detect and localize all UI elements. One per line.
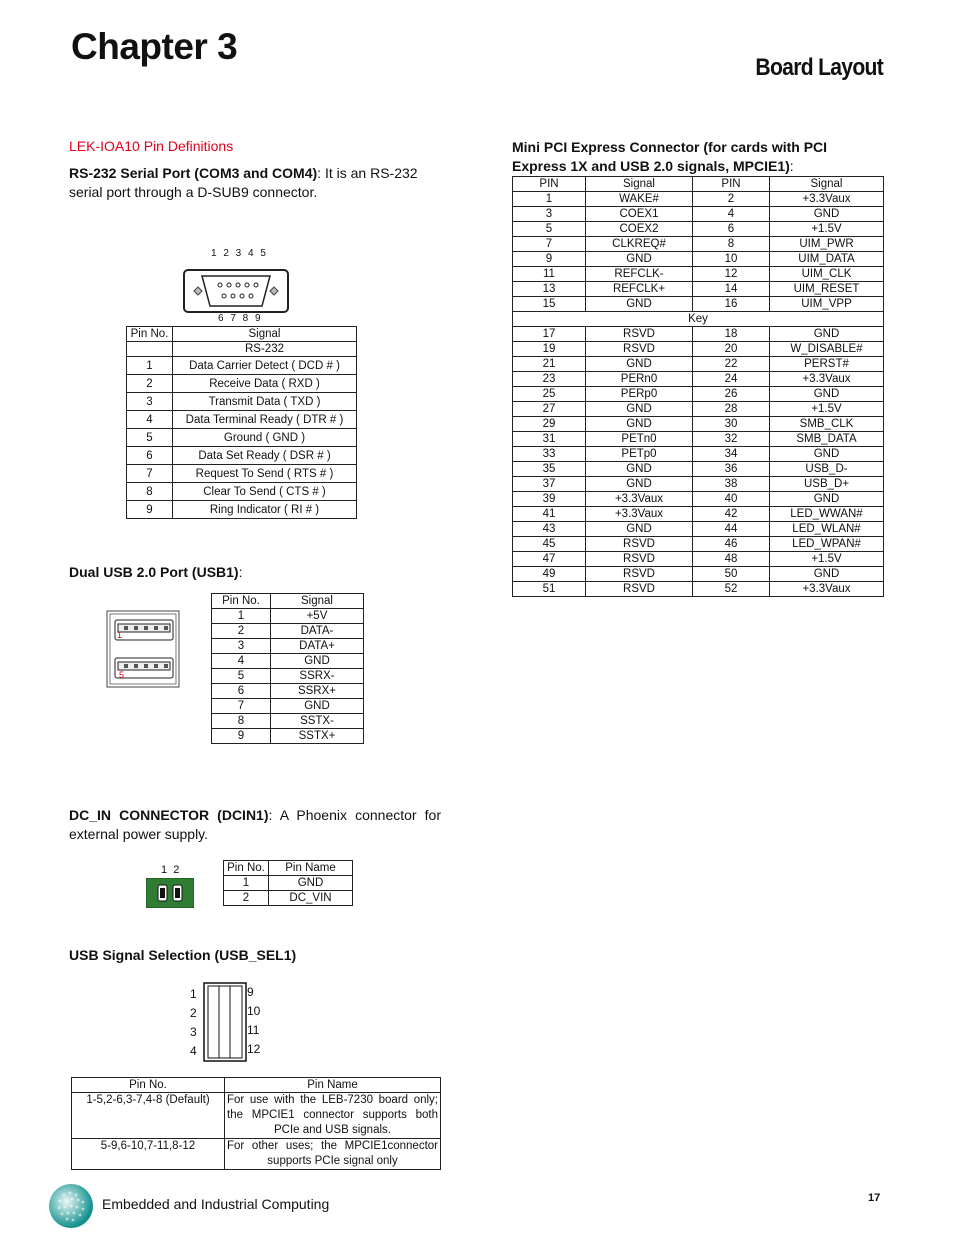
table-cell: 15 (513, 297, 586, 312)
table-cell: For use with the LEB-7230 board only; the MPCIE1 connector supports both PCIe and USB signals. (225, 1093, 441, 1139)
rs232-title: RS-232 Serial Port (COM3 and COM4) (69, 165, 318, 181)
table-cell: LED_WLAN# (770, 522, 884, 537)
table-cell: 47 (513, 552, 586, 567)
table-cell: 3 (127, 393, 173, 411)
jumper-pin-label: 12 (247, 1042, 261, 1056)
section-title: Board Layout (755, 54, 883, 81)
table-cell: GND (586, 522, 693, 537)
table-cell: GND (271, 654, 364, 669)
table-row (513, 582, 884, 597)
phoenix-connector-icon (146, 878, 194, 908)
jumper-pin-label: 2 (190, 1006, 197, 1020)
table-cell: 24 (693, 372, 770, 387)
table-cell: 2 (212, 624, 271, 639)
usb-pin5-label: 5 (119, 670, 125, 680)
table-cell: 42 (693, 507, 770, 522)
table-row (513, 417, 884, 432)
table-cell: PERST# (770, 357, 884, 372)
table-row (127, 465, 357, 483)
table-cell: 9 (127, 501, 173, 519)
table-header: PIN (513, 177, 586, 192)
table-cell: GND (269, 876, 353, 891)
table-header: Signal (586, 177, 693, 192)
rs232-desc: : It is an RS-232 serial port through a D-SUB9 connector. (69, 165, 418, 200)
company-logo-icon (48, 1183, 94, 1229)
table-cell: 7 (212, 699, 271, 714)
table-cell: RSVD (586, 582, 693, 597)
table-cell: GND (271, 699, 364, 714)
db9-pin-labels-top: 1 2 3 4 5 (211, 248, 268, 259)
table-header: Pin Name (269, 861, 353, 876)
table-cell: 19 (513, 342, 586, 357)
table-cell: GND (586, 402, 693, 417)
table-cell: RSVD (586, 327, 693, 342)
table-cell: 1 (212, 609, 271, 624)
table-cell: 9 (513, 252, 586, 267)
table-row (224, 876, 353, 891)
table-row (513, 462, 884, 477)
jumper-pin-label: 4 (190, 1044, 197, 1058)
table-row (513, 522, 884, 537)
dcin-pin-table (223, 860, 353, 906)
table-cell: SMB_CLK (770, 417, 884, 432)
table-cell: GND (770, 387, 884, 402)
table-cell: 36 (693, 462, 770, 477)
db9-pin-labels-bottom: 6 7 8 9 (218, 313, 263, 324)
table-header: Pin Name (225, 1078, 441, 1093)
table-cell: GND (586, 462, 693, 477)
jumper-pin-label: 9 (247, 985, 254, 999)
table-cell: 49 (513, 567, 586, 582)
table-row (513, 327, 884, 342)
table-row (513, 267, 884, 282)
table-cell: LED_WPAN# (770, 537, 884, 552)
table-row (513, 357, 884, 372)
table-cell: 1-5,2-6,3-7,4-8 (Default) (72, 1093, 225, 1139)
dcin-desc: : A Phoenix connector for external power supply. (69, 807, 442, 842)
table-row (127, 447, 357, 465)
table-cell: 3 (513, 207, 586, 222)
table-cell: 1 (513, 192, 586, 207)
dcin-description (69, 806, 441, 844)
table-cell: Request To Send ( RTS # ) (173, 465, 357, 483)
table-cell: Data Set Ready ( DSR # ) (173, 447, 357, 465)
table-row (212, 624, 364, 639)
table-cell: GND (586, 297, 693, 312)
table-row (513, 372, 884, 387)
table-cell: 7 (513, 237, 586, 252)
table-cell: RSVD (586, 342, 693, 357)
table-cell: 16 (693, 297, 770, 312)
table-cell: COEX1 (586, 207, 693, 222)
table-cell: Ground ( GND ) (173, 429, 357, 447)
table-cell: SSRX+ (271, 684, 364, 699)
table-row (513, 507, 884, 522)
table-row (513, 432, 884, 447)
table-header: Signal (271, 594, 364, 609)
table-cell: PERn0 (586, 372, 693, 387)
jumper-pin-label: 10 (247, 1004, 261, 1018)
table-subheader: RS-232 (173, 342, 357, 357)
usbsel-left-labels (190, 985, 197, 1061)
table-cell: DATA+ (271, 639, 364, 654)
table-row (212, 669, 364, 684)
table-cell: UIM_RESET (770, 282, 884, 297)
table-cell: 5 (513, 222, 586, 237)
table-header: PIN (693, 177, 770, 192)
table-cell: 30 (693, 417, 770, 432)
table-row (212, 609, 364, 624)
usbsel-title: USB Signal Selection (USB_SEL1) (69, 947, 297, 963)
table-cell: 38 (693, 477, 770, 492)
table-row (127, 411, 357, 429)
page-number: 17 (868, 1192, 881, 1204)
table-cell: 43 (513, 522, 586, 537)
table-cell: +3.3Vaux (586, 507, 693, 522)
table-cell: 12 (693, 267, 770, 282)
table-cell: GND (770, 327, 884, 342)
table-row (224, 891, 353, 906)
table-cell: 4 (212, 654, 271, 669)
table-cell: USB_D+ (770, 477, 884, 492)
usbsel-right-labels (247, 983, 260, 1059)
table-cell: DATA- (271, 624, 364, 639)
table-row (513, 552, 884, 567)
table-cell: For other uses; the MPCIE1connector supports PCIe signal only (225, 1139, 441, 1170)
table-cell: 37 (513, 477, 586, 492)
table-cell: 8 (127, 483, 173, 501)
table-cell: 4 (127, 411, 173, 429)
table-row (212, 654, 364, 669)
db9-connector-icon (182, 268, 290, 314)
table-cell: 52 (693, 582, 770, 597)
usb-title: Dual USB 2.0 Port (USB1) (69, 564, 239, 580)
table-cell: 10 (693, 252, 770, 267)
table-cell: 20 (693, 342, 770, 357)
table-cell: SSTX- (271, 714, 364, 729)
table-row (513, 402, 884, 417)
table-header: Pin No. (212, 594, 271, 609)
table-row (127, 375, 357, 393)
table-cell: 18 (693, 327, 770, 342)
table-cell: 33 (513, 447, 586, 462)
table-row (513, 312, 884, 327)
table-row (212, 684, 364, 699)
usb-connector-icon (106, 610, 180, 688)
table-cell: 1 (127, 357, 173, 375)
table-row (72, 1139, 441, 1170)
table-cell: 21 (513, 357, 586, 372)
table-cell: +5V (271, 609, 364, 624)
dcin-title: DC_IN CONNECTOR (DCIN1) (69, 807, 269, 823)
usb-pin1-label: 1 (117, 630, 123, 640)
table-cell: RSVD (586, 537, 693, 552)
table-row (513, 282, 884, 297)
table-cell: 31 (513, 432, 586, 447)
table-cell: 40 (693, 492, 770, 507)
table-cell: 34 (693, 447, 770, 462)
table-cell: UIM_CLK (770, 267, 884, 282)
table-row (212, 729, 364, 744)
table-cell: RSVD (586, 567, 693, 582)
table-row (127, 393, 357, 411)
table-row (513, 492, 884, 507)
table-header: Pin No. (72, 1078, 225, 1093)
table-cell: 22 (693, 357, 770, 372)
table-cell: +1.5V (770, 552, 884, 567)
table-cell: 7 (127, 465, 173, 483)
table-cell: LED_WWAN# (770, 507, 884, 522)
table-cell: 5-9,6-10,7-11,8-12 (72, 1139, 225, 1170)
footer-company: Embedded and Industrial Computing (102, 1196, 330, 1212)
table-cell: 6 (127, 447, 173, 465)
table-cell: GND (586, 417, 693, 432)
usbsel-heading (69, 946, 296, 965)
table-cell: GND (770, 447, 884, 462)
table-cell: UIM_VPP (770, 297, 884, 312)
table-cell: 39 (513, 492, 586, 507)
table-row (513, 387, 884, 402)
rs232-description (69, 164, 434, 202)
table-cell: 51 (513, 582, 586, 597)
jumper-pin-label: 3 (190, 1025, 197, 1039)
table-cell: 50 (693, 567, 770, 582)
table-cell: USB_D- (770, 462, 884, 477)
pin-definitions-heading: LEK-IOA10 Pin Definitions (69, 138, 234, 154)
table-cell: 2 (224, 891, 269, 906)
table-cell: GND (586, 252, 693, 267)
rs232-pin-table (126, 326, 357, 519)
table-cell: CLKREQ# (586, 237, 693, 252)
table-cell: GND (586, 477, 693, 492)
table-cell: RSVD (586, 552, 693, 567)
table-cell: 45 (513, 537, 586, 552)
table-cell: 11 (513, 267, 586, 282)
table-cell: UIM_PWR (770, 237, 884, 252)
table-cell: PETn0 (586, 432, 693, 447)
table-cell: 6 (693, 222, 770, 237)
table-cell: 3 (212, 639, 271, 654)
table-cell: 9 (212, 729, 271, 744)
table-cell: Transmit Data ( TXD ) (173, 393, 357, 411)
table-header: Pin No. (127, 327, 173, 342)
table-row (513, 237, 884, 252)
table-cell: GND (770, 492, 884, 507)
table-cell: 41 (513, 507, 586, 522)
table-cell: +3.3Vaux (770, 582, 884, 597)
table-header: Signal (173, 327, 357, 342)
table-cell: DC_VIN (269, 891, 353, 906)
table-cell: PERp0 (586, 387, 693, 402)
table-row (212, 639, 364, 654)
mpcie-title: Mini PCI Express Connector (for cards with PCI Express 1X and USB 2.0 signals, MPCIE1) (512, 139, 828, 174)
dcin-pin-labels: 1 2 (161, 864, 180, 876)
table-row (127, 483, 357, 501)
table-cell: 46 (693, 537, 770, 552)
key-row: Key (513, 312, 884, 327)
table-cell: REFCLK- (586, 267, 693, 282)
table-cell: GND (586, 357, 693, 372)
table-cell: 8 (212, 714, 271, 729)
table-cell: Data Carrier Detect ( DCD # ) (173, 357, 357, 375)
table-row (513, 567, 884, 582)
chapter-title: Chapter 3 (71, 26, 238, 67)
table-row (513, 342, 884, 357)
table-cell: 29 (513, 417, 586, 432)
table-header: Pin No. (224, 861, 269, 876)
table-cell: SSTX+ (271, 729, 364, 744)
table-cell: 1 (224, 876, 269, 891)
table-row (127, 501, 357, 519)
table-cell: 26 (693, 387, 770, 402)
table-row (513, 207, 884, 222)
table-cell: 35 (513, 462, 586, 477)
table-cell: +3.3Vaux (770, 372, 884, 387)
table-row (212, 714, 364, 729)
usb-heading: Dual USB 2.0 Port (USB1): (69, 564, 243, 580)
table-row (127, 357, 357, 375)
table-cell: Ring Indicator ( RI # ) (173, 501, 357, 519)
table-cell: REFCLK+ (586, 282, 693, 297)
table-cell: 48 (693, 552, 770, 567)
table-cell: PETp0 (586, 447, 693, 462)
jumper-header-icon (203, 982, 247, 1062)
table-row (513, 477, 884, 492)
table-cell: +3.3Vaux (770, 192, 884, 207)
table-cell: 23 (513, 372, 586, 387)
mpcie-heading: Mini PCI Express Connector (for cards with PCI Express 1X and USB 2.0 signals, MPCIE1): (512, 139, 828, 174)
table-cell: UIM_DATA (770, 252, 884, 267)
table-cell: +1.5V (770, 402, 884, 417)
table-row (513, 537, 884, 552)
table-cell: 8 (693, 237, 770, 252)
jumper-pin-label: 11 (247, 1023, 260, 1037)
table-cell: 44 (693, 522, 770, 537)
table-cell: 5 (127, 429, 173, 447)
usbsel-pin-table (71, 1077, 441, 1170)
table-cell: Data Terminal Ready ( DTR # ) (173, 411, 357, 429)
table-cell: GND (770, 207, 884, 222)
table-header: Signal (770, 177, 884, 192)
table-row (513, 252, 884, 267)
table-cell: Clear To Send ( CTS # ) (173, 483, 357, 501)
table-cell: 27 (513, 402, 586, 417)
table-cell: 5 (212, 669, 271, 684)
table-row (72, 1093, 441, 1139)
table-row (212, 699, 364, 714)
table-cell: 2 (127, 375, 173, 393)
table-cell: W_DISABLE# (770, 342, 884, 357)
table-row (513, 192, 884, 207)
table-cell: 25 (513, 387, 586, 402)
table-cell: Receive Data ( RXD ) (173, 375, 357, 393)
table-cell: 2 (693, 192, 770, 207)
table-row (127, 429, 357, 447)
usb-pin-table (211, 593, 364, 744)
table-cell: +1.5V (770, 222, 884, 237)
mpcie-pin-table (512, 176, 884, 597)
table-cell: 17 (513, 327, 586, 342)
table-cell: SMB_DATA (770, 432, 884, 447)
table-cell: COEX2 (586, 222, 693, 237)
jumper-pin-label: 1 (190, 987, 197, 1001)
table-cell: 13 (513, 282, 586, 297)
table-cell: WAKE# (586, 192, 693, 207)
table-cell: 28 (693, 402, 770, 417)
table-cell: 32 (693, 432, 770, 447)
table-row (513, 222, 884, 237)
table-row (513, 447, 884, 462)
table-cell: 14 (693, 282, 770, 297)
table-cell: GND (770, 567, 884, 582)
table-cell: +3.3Vaux (586, 492, 693, 507)
table-cell: SSRX- (271, 669, 364, 684)
table-cell: 4 (693, 207, 770, 222)
table-row (513, 297, 884, 312)
table-cell: 6 (212, 684, 271, 699)
